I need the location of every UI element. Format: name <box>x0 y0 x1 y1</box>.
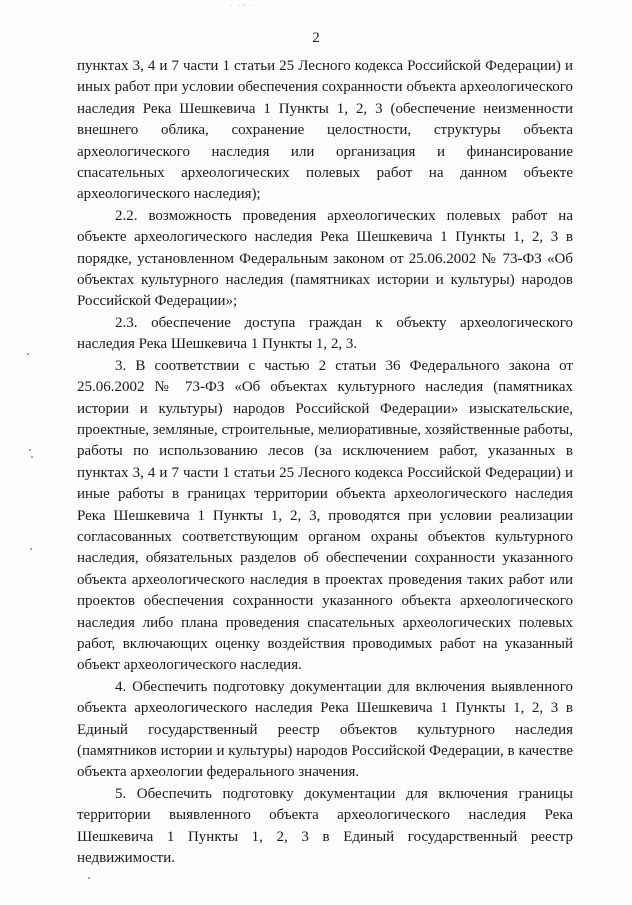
paragraph-2-3: 2.3. обеспечение доступа граждан к объекту археологического наследия Река Шешкевича 1 Пункты 1, 2, 3. <box>77 314 573 353</box>
scan-speck <box>29 449 31 451</box>
scan-speck <box>88 877 90 879</box>
paragraph-4: 4. Обеспечить подготовку документации для включения выявленного объекта археологического наследия Река Шешкевича 1 Пункты 1, 2, 3 в Единый государственный реестр объектов культурного наследия (памятников истории и культуры) народов Российской Федерации, в качестве объекта археологии федерального значения. <box>77 678 573 781</box>
scan-speck <box>30 548 32 550</box>
document-body <box>77 56 573 869</box>
scan-speck <box>27 353 29 355</box>
paragraph-2-2: 2.2. возможность проведения археологических полевых работ на объекте археологического наследия Река Шешкевича 1 Пункты 1, 2, 3 в порядке, установленном Федеральным законом от 25.06.2002 № 73-ФЗ «Об объектах культурного наследия (памятниках истории и культуры) народов Российской Федерации»; <box>77 207 573 310</box>
page-number: 2 <box>312 30 320 46</box>
scan-speck <box>31 456 33 458</box>
paragraph-5: 5. Обеспечить подготовку документации для включения границы территории выявленного объекта археологического наследия Река Шешкевича 1 Пункты 1, 2, 3 в Единый государственный реестр недвижимости. <box>77 785 573 867</box>
scan-artifact-marks: · ·~ · <box>230 2 257 10</box>
paragraph-3: 3. В соответствии с частью 2 статьи 36 Федерального закона от 25.06.2002 № 73-ФЗ «Об объектах культурного наследия (памятниках истории и культуры) народов Российской Федерации» изыскательские, проектные, земляные, строительные, мелиоративные, хозяйственные работы, работы по использованию лесов (за исключением работ, указанных в пунктах 3, 4 и 7 части 1 статьи 25 Лесного кодекса Российской Федерации) и иные работы в границах территории объекта археологического наследия Река Шешкевича 1 Пункты 1, 2, 3, проводятся при условии реализации согласованных соответствующим органом охраны объектов культурного наследия, обязательных разделов об обеспечении сохранности указанного объекта археологического наследия в проектах проведения таких работ или проектов обеспечения сохранности указанного объекта археологического наследия либо плана проведения спасательных археологических полевых работ, включающих оценку воздействия проводимых работ на указанный объект археологического наследия. <box>77 357 573 674</box>
paragraph-continuation: пунктах 3, 4 и 7 части 1 статьи 25 Лесного кодекса Российской Федерации) и иных работ при условии обеспечения сохранности объекта археологического наследия Река Шешкевича 1 Пункты 1, 2, 3 (обеспечение неизменности внешнего облика, сохранение целостности, структуры объекта археологического наследия или организация и финансирование спасательных археологических полевых работ на данном объекте археологического наследия); <box>77 58 573 203</box>
